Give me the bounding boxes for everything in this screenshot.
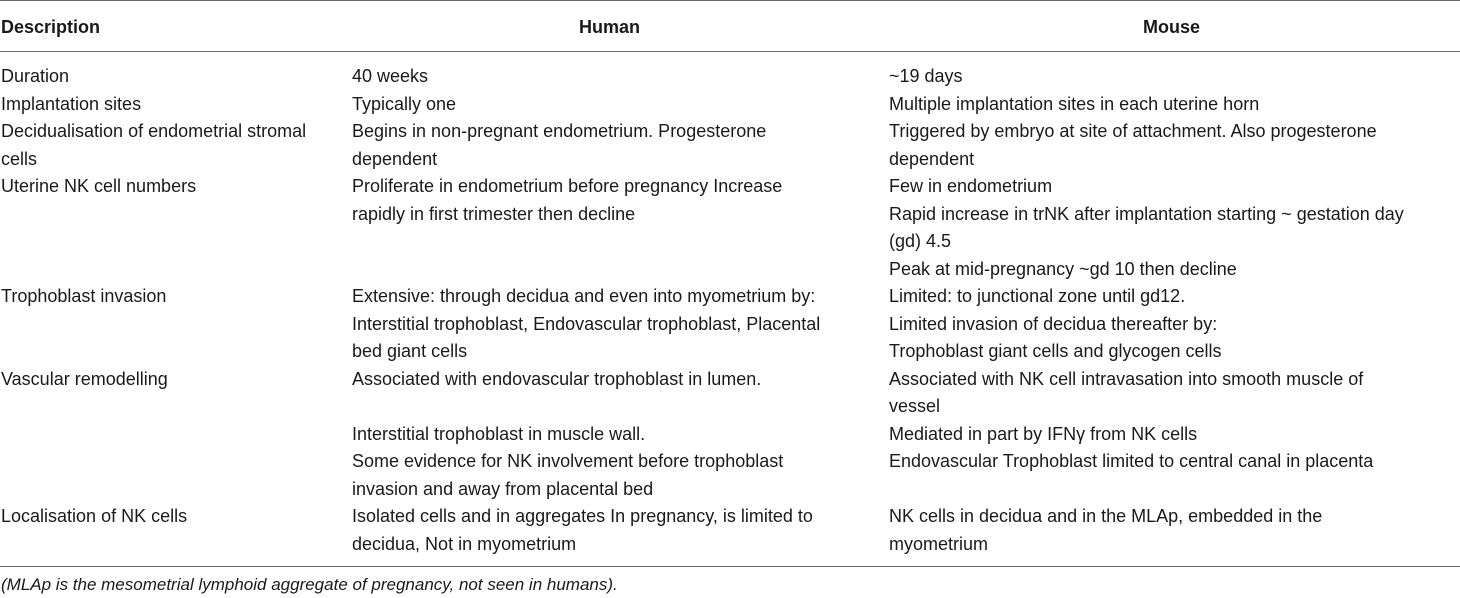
cell-line: Few in endometrium [889, 176, 1053, 196]
cell-description [1, 503, 341, 531]
cell-line: Implantation sites [1, 93, 142, 114]
cell-line: (gd) 4.5 [889, 231, 952, 251]
cell-line: Triggered by embryo at site of attachment. Also progesterone [889, 121, 1377, 141]
cell-line: Typically one [352, 93, 457, 114]
cell-mouse [889, 63, 1457, 91]
top-rule [0, 0, 1460, 1]
cell-line: rapidly in first trimester then decline [352, 203, 636, 224]
cell-line: Multiple implantation sites in each uterine horn [889, 93, 1260, 114]
header-mouse: Mouse [1143, 17, 1201, 37]
cell-human [352, 118, 832, 173]
cell-mouse [889, 118, 1457, 173]
cell-line: Begins in non-pregnant endometrium. Progesterone [352, 121, 767, 141]
cell-line: Rapid increase in trNK after implantation starting ~ gestation day [889, 203, 1404, 224]
table-row [0, 366, 1460, 504]
cell-line: vessel [889, 396, 941, 416]
cell-line: decidua, Not in myometrium [352, 533, 577, 554]
cell-description [1, 366, 341, 394]
cell-line: Associated with NK cell intravasation into smooth muscle of [889, 368, 1364, 389]
cell-line: Isolated cells and in aggregates In pregnancy, is limited to [352, 506, 813, 526]
cell-line: Duration [1, 66, 70, 86]
cell-line: cells [1, 148, 38, 169]
cell-mouse [889, 283, 1457, 366]
cell-human [352, 173, 832, 228]
cell-line: invasion and away from placental bed [352, 478, 654, 499]
cell-line: Mediated in part by IFNγ from NK cells [889, 423, 1198, 444]
cell-mouse [889, 91, 1457, 119]
cell-line: Extensive: through decidua and even into myometrium by: [352, 286, 816, 306]
cell-line: Associated with endovascular trophoblast in lumen. [352, 368, 762, 389]
table-body [0, 63, 1460, 558]
table-row [0, 503, 1460, 558]
cell-mouse [889, 173, 1457, 283]
cell-line: Uterine NK cell numbers [1, 176, 197, 196]
cell-line: Some evidence for NK involvement before trophoblast [352, 451, 784, 471]
cell-line: Interstitial trophoblast, Endovascular trophoblast, Placental [352, 313, 821, 334]
table-footnote: (MLAp is the mesometrial lymphoid aggregate of pregnancy, not seen in humans). [1, 575, 618, 594]
cell-line: Trophoblast invasion [1, 286, 167, 306]
cell-human [352, 366, 832, 504]
cell-line: Vascular remodelling [1, 368, 168, 389]
cell-mouse [889, 366, 1457, 476]
table-row [0, 91, 1460, 119]
header-description: Description [1, 17, 101, 37]
cell-description [1, 91, 341, 119]
cell-human [352, 283, 832, 366]
table-row [0, 63, 1460, 91]
blank-line [352, 393, 832, 421]
table-row [0, 283, 1460, 366]
cell-line: NK cells in decidua and in the MLAp, embedded in the [889, 506, 1323, 526]
cell-mouse [889, 503, 1457, 558]
cell-line: bed giant cells [352, 341, 468, 361]
cell-line: dependent [889, 148, 975, 169]
cell-line: Endovascular Trophoblast limited to central canal in placenta [889, 451, 1374, 471]
cell-line: 40 weeks [352, 66, 429, 86]
cell-line: Trophoblast giant cells and glycogen cells [889, 341, 1222, 361]
cell-description [1, 63, 341, 91]
table-row [0, 173, 1460, 283]
cell-description [1, 173, 341, 201]
header-row [0, 13, 1460, 41]
cell-line: Localisation of NK cells [1, 506, 188, 526]
cell-human [352, 91, 832, 119]
cell-human [352, 63, 832, 91]
cell-line: myometrium [889, 533, 989, 554]
cell-line: dependent [352, 148, 438, 169]
header-human: Human [579, 17, 641, 37]
cell-line: ~19 days [889, 66, 963, 86]
cell-human [352, 503, 832, 558]
table-row [0, 118, 1460, 173]
cell-line: Limited invasion of decidua thereafter by: [889, 313, 1218, 334]
cell-description [1, 283, 341, 311]
cell-line: Interstitial trophoblast in muscle wall. [352, 423, 646, 444]
bottom-rule [0, 566, 1460, 567]
header-rule [0, 51, 1460, 52]
cell-line: Proliferate in endometrium before pregnancy Increase [352, 176, 783, 196]
cell-line: Peak at mid-pregnancy ~gd 10 then decline [889, 258, 1237, 279]
cell-line: Decidualisation of endometrial stromal [1, 121, 307, 141]
cell-line: Limited: to junctional zone until gd12. [889, 286, 1186, 306]
cell-description [1, 118, 341, 173]
